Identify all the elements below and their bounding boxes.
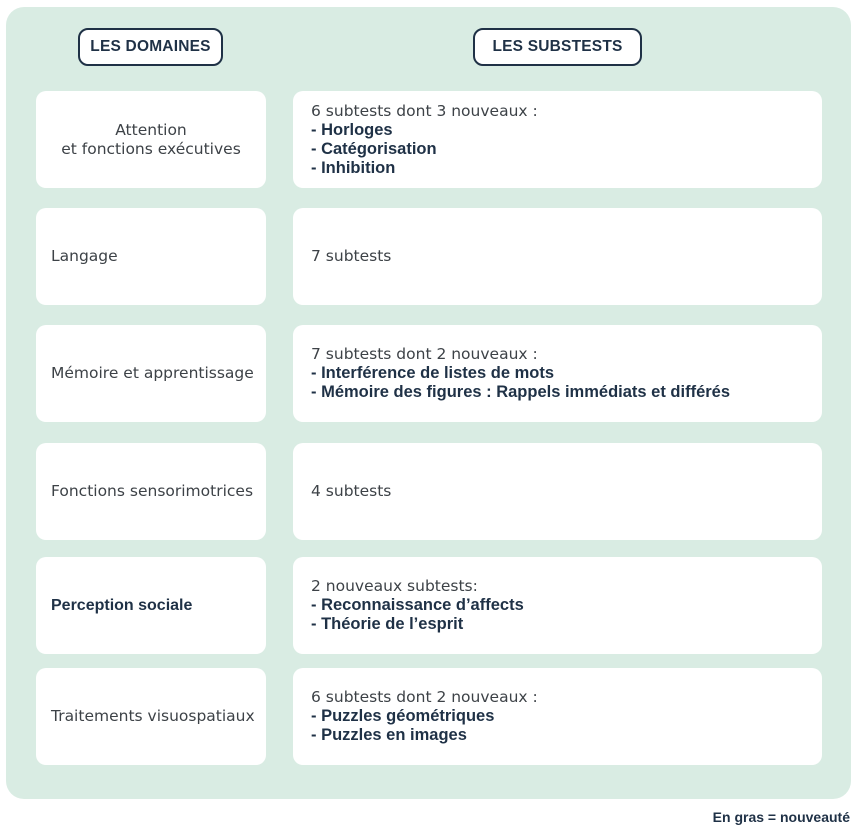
- domain-label: Langage: [51, 247, 118, 265]
- domain-card-memoire: [36, 325, 266, 422]
- domain-card-perception-sociale: [36, 557, 266, 654]
- subtests-header: LES SUBSTESTS: [473, 28, 642, 66]
- subtests-intro: 4 subtests: [311, 482, 392, 500]
- domain-label: Traitements visuospatiaux: [51, 707, 255, 725]
- subtests-card-visuospatiaux: [293, 668, 822, 765]
- legend-note: En gras = nouveauté: [712, 809, 850, 825]
- new-subtest-item: - Catégorisation: [311, 139, 437, 158]
- subtests-card-memoire: [293, 325, 822, 422]
- domain-card-langage: [36, 208, 266, 305]
- domain-card-sensorimotrices: [36, 443, 266, 540]
- new-subtest-item: - Horloges: [311, 120, 393, 139]
- subtests-intro: 7 subtests dont 2 nouveaux :: [311, 345, 538, 363]
- subtests-intro: 2 nouveaux subtests:: [311, 577, 478, 595]
- new-subtest-item: - Puzzles géométriques: [311, 707, 495, 725]
- domain-label: Perception sociale: [51, 597, 193, 614]
- subtests-card-perception-sociale: [293, 557, 822, 654]
- new-subtest-item: - Interférence de listes de mots: [311, 364, 554, 382]
- subtests-card-attention: [293, 91, 822, 188]
- subtests-intro: 6 subtests dont 2 nouveaux :: [311, 688, 538, 706]
- domain-label: Attention: [115, 120, 187, 139]
- subtests-card-sensorimotrices: [293, 443, 822, 540]
- new-subtest-item: - Mémoire des figures : Rappels immédiats et différés: [311, 383, 731, 401]
- domain-label: et fonctions exécutives: [61, 139, 241, 158]
- domains-header: LES DOMAINES: [78, 28, 223, 66]
- subtests-intro: 7 subtests: [311, 247, 392, 265]
- new-subtest-item: - Théorie de l’esprit: [311, 615, 464, 633]
- subtests-intro: 6 subtests dont 3 nouveaux :: [311, 101, 538, 120]
- new-subtest-item: - Inhibition: [311, 158, 396, 177]
- domain-label: Mémoire et apprentissage: [51, 364, 254, 382]
- domain-label: Fonctions sensorimotrices: [51, 482, 254, 500]
- subtests-card-langage: [293, 208, 822, 305]
- new-subtest-item: - Reconnaissance d’affects: [311, 596, 524, 614]
- domain-card-visuospatiaux: [36, 668, 266, 765]
- new-subtest-item: - Puzzles en images: [311, 726, 467, 744]
- domain-card-attention: [36, 91, 266, 188]
